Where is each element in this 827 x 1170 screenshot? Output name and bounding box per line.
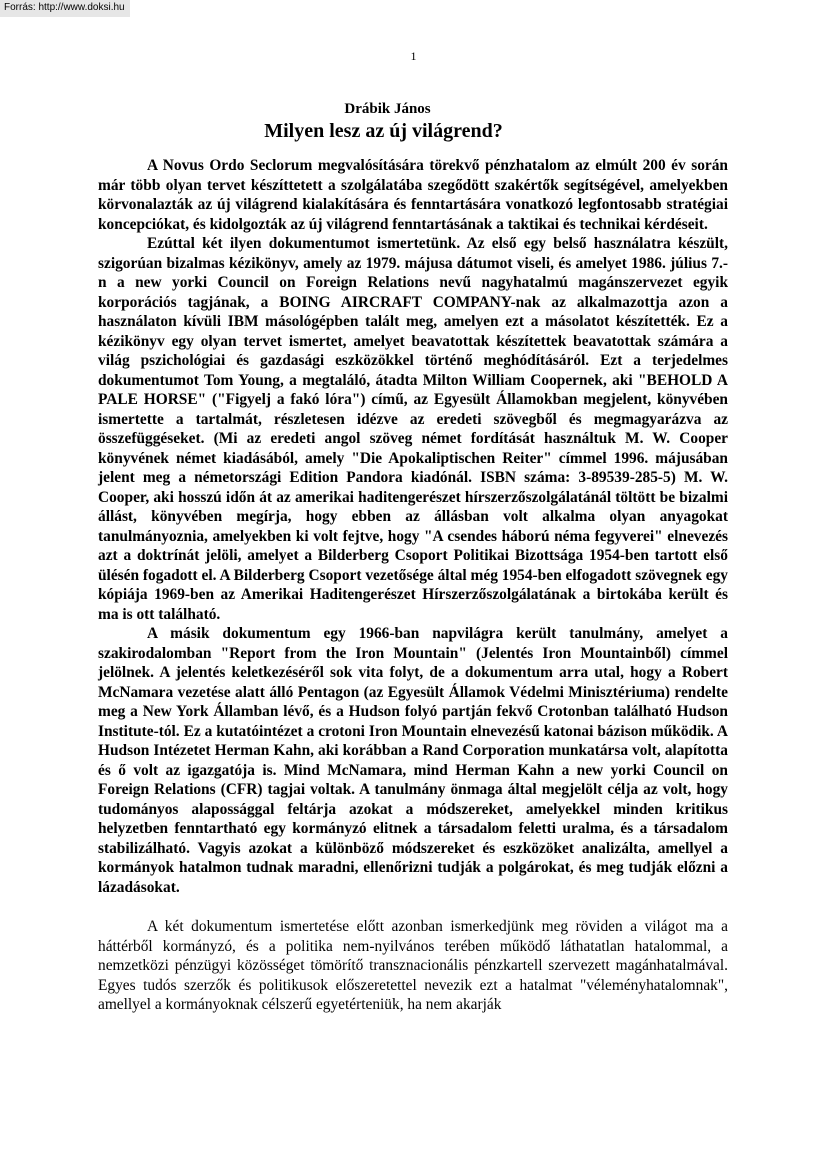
paragraph-second-document: A másik dokumentum egy 1966-ban napvilágra került tanulmány, amelyet a szakirodalomban "Report from the Iron Mountain" (Jelentés Iron Mountainből) címmel jelölnek. A jelentés keletkezéséről sok vita folyt, de a dokumentum arra utal, hogy a Robert McNamara vezetése alatt álló Pentagon (az Egyesült Államok Védelmi Minisztériuma) rendelte meg a New York Államban lévő, és a Hudson folyó partján fekvő Crotonban található Hudson Institute-tól. Ez a kutatóintézet a crotoni Iron Mountain elnevezésű katonai bázison működik. A Hudson Intézetet Herman Kahn, aki korábban a Rand Corporation munkatársa volt, alapította és ő volt az igazgatója is. Mind McNamara, mind Herman Kahn a new yorki Council on Foreign Relations (CFR) tagjai voltak. A tanulmány önmaga által megjelölt célja az volt, hogy tudományos alapossággal feltárja azokat a módszereket, amelyekkel minden kritikus helyzetben fenntartható egy kormányzó elitnek a társadalom feletti uralma, és a társadalom stabilizálható. Vagyis azokat a különböző módszereket és eszközöket analizálta, amellyel a kormányok hatalmon tudnak maradni, ellenőrizni tudják a polgárokat, és meg tudják előzni a lázadásokat. xyxy=(98,625,728,896)
paragraph-gap xyxy=(98,897,728,917)
paragraph-intro: A Novus Ordo Seclorum megvalósítására törekvő pénzhatalom az elmúlt 200 év során már több olyan tervet készíttetett a szolgálatába szegődött szakértők segítségével, amelyekben körvonalazták az új világrend kialakítására és fenntartására vonatkozó legfontosabb stratégiai koncepciókat, és kidolgozták az új világrend fenntartásának a taktikai és technikai kérdéseit. xyxy=(98,157,728,233)
author-name: Drábik János xyxy=(344,101,431,117)
page-title: Milyen lesz az új világrend? xyxy=(264,120,503,142)
paragraph-background: A két dokumentum ismertetése előtt azonban ismerkedjünk meg röviden a világot ma a háttérből kormányzó, és a politika nem-nyilvános terében működő láthatatlan hatalommal, a nemzetközi pénzügyi közösséget tömörítő transznacionális pénzkartell szervezett magánhatalmával. Egyes tudós szerzők és politikusok előszeretettel nevezik ezt a hatalmat "véleményhatalomnak", amellyel a kormányoknak célszerű egyetérteniük, ha nem akarják xyxy=(98,918,728,1013)
article-body xyxy=(98,156,728,1015)
page-number: 1 xyxy=(410,49,417,63)
paragraph-first-document: Ezúttal két ilyen dokumentumot ismertetünk. Az első egy belső használatra készült, szigorúan bizalmas kézikönyv, amely az 1979. májusa dátumot viseli, és amelyet 1986. július 7.-n a new yorki Council on Foreign Relations nevű nagyhatalmú magánszervezet egyik korporációs tagjának, a BOING AIRCRAFT COMPANY-nak az alkalmazottja azon a használaton kívüli IBM másológépben talált meg, amelyen ezt a másolatot készítették. Ez a kézikönyv egy olyan tervet ismertet, amelyet beavatottak készítettek beavatottak számára a világ pszichológiai és gazdasági eszközökkel történő meghódításáról. Ezt a terjedelmes dokumentumot Tom Young, a megtaláló, átadta Milton William Coopernek, aki "BEHOLD A PALE HORSE" ("Figyelj a fakó lóra") című, az Egyesült Államokban megjelent, könyvében ismertette a tartalmát, részletesen idézve az eredeti szövegből és megmagyarázva az összefüggéseket. (Mi az eredeti angol szöveg német fordítását használtuk M. W. Cooper könyvének német kiadásából, amely "Die Apokaliptischen Reiter" címmel 1996. májusában jelent meg a németországi Edition Pandora kiadónál. ISBN száma: 3-89539-285-5) M. W. Cooper, aki hosszú időn át az amerikai haditengerészet hírszerzőszolgálatánál töltött be bizalmi állást, könyvében megírja, hogy ebben az állásban volt alkalma olyan anyagokat tanulmányoznia, amelyekben ki volt fejtve, hogy "A csendes háború néma fegyverei" elnevezés azt a doktrínát jelöli, amelyet a Bilderberg Csoport Politikai Bizottsága 1954-ben tartott első ülésén fogadott el. A Bilderberg Csoport vezetősége által még 1954-ben elfogadott szövegnek egy kópiája 1969-ben az Amerikai Haditengerészet Hírszerzőszolgálatának a birtokába került és ma is ott található. xyxy=(98,235,728,623)
source-label: Forrás: http://www.doksi.hu xyxy=(0,0,130,17)
